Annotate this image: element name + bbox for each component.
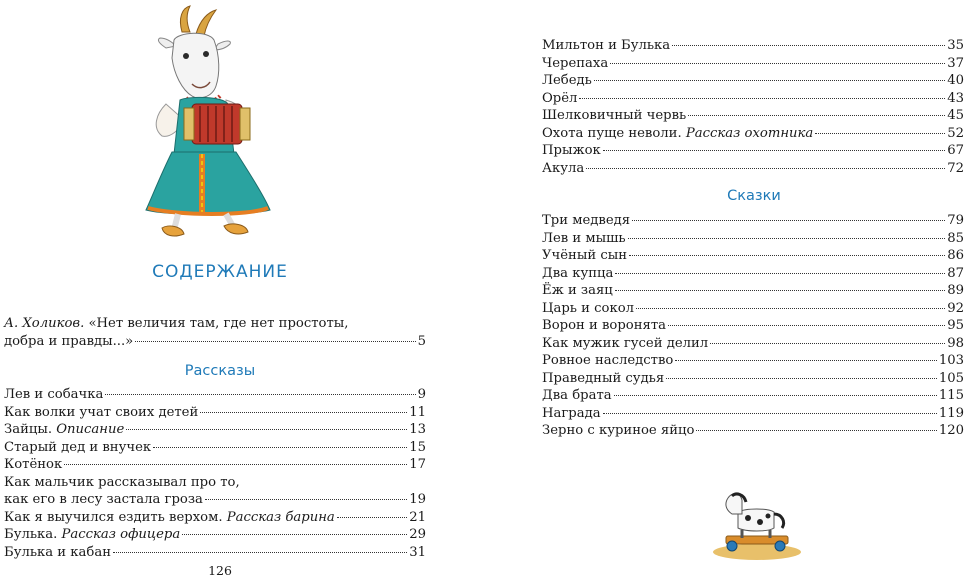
dot-leader <box>629 244 945 256</box>
toc-entry-title-text: Акула <box>542 160 585 176</box>
toc-list-stories <box>4 386 426 561</box>
toc-entry-title <box>4 386 103 404</box>
toc-entry-page-number: 79 <box>947 213 964 228</box>
dot-leader <box>666 367 937 379</box>
section-heading-tales: Сказки <box>727 188 781 204</box>
toc-entry-page-number: 119 <box>938 405 964 421</box>
toc-entry-page-number: 67 <box>947 143 964 158</box>
toc-entry-page-number: 17 <box>409 457 426 472</box>
dot-leader <box>632 209 945 221</box>
dot-leader <box>126 418 407 430</box>
dot-leader <box>636 297 945 309</box>
toc-entry-title <box>542 160 584 178</box>
toc-entry-title-text: Награда <box>542 405 601 421</box>
toc-entry-title <box>542 422 694 440</box>
toc-entry-page-number: 120 <box>938 423 964 438</box>
toc-entry-title-text: Лебедь <box>542 73 592 88</box>
toc-entry-title-text: Праведный судья <box>542 370 665 386</box>
toc-entry-title <box>4 421 124 439</box>
toc-entry-title <box>542 282 613 300</box>
dot-leader <box>105 383 415 395</box>
dot-leader <box>710 332 945 344</box>
toc-entry-title <box>542 212 630 230</box>
dot-leader <box>628 227 946 239</box>
toc-entry-title <box>4 544 111 562</box>
dot-leader <box>594 69 945 81</box>
dot-leader <box>153 436 407 448</box>
toc-entry-title-text: Как мужик гусей делил <box>542 335 709 351</box>
intro-title-line2: добра и правды...» <box>4 333 134 349</box>
toc-entry-subtitle: Рассказ офицера <box>61 527 181 542</box>
toc-entry-title-text: Три медведя <box>542 213 631 228</box>
toc-entry-page-number: 95 <box>947 318 964 333</box>
toc-entry-page-number: 35 <box>947 38 964 53</box>
left-page <box>0 0 440 583</box>
intro-author: А. Холиков. <box>4 316 85 331</box>
intro-entry[interactable] <box>4 315 426 350</box>
toc-entry-title-line1: Как мальчик рассказывал про то, <box>4 474 240 490</box>
toc-entry-title <box>542 265 613 283</box>
toc-entry[interactable] <box>4 456 426 474</box>
toc-entry-page-number: 13 <box>409 422 426 437</box>
dot-leader <box>579 87 945 99</box>
toc-entry-title-text: Зерно с куриное яйцо <box>542 423 695 438</box>
toc-entry-title <box>4 456 62 474</box>
dot-leader <box>615 262 945 274</box>
toc-entry-page-number: 105 <box>938 370 964 386</box>
toc-entry-title-text: как его в лесу застала гроза <box>4 492 203 507</box>
toc-entry-page-number: 9 <box>417 387 426 402</box>
toc-entry-page-number: 85 <box>947 230 964 246</box>
intro-page-number: 5 <box>417 333 426 349</box>
toc-entry-page-number: 45 <box>947 108 964 123</box>
dot-leader <box>672 34 945 46</box>
toc-entry-title <box>542 230 626 248</box>
toc-entry-title-text: Ворон и воронята <box>542 318 666 333</box>
toc-entry-page-number: 72 <box>947 160 964 176</box>
dot-leader <box>205 488 407 500</box>
toc-entry-title-text: Как я выучился ездить верхом. <box>4 509 223 525</box>
toc-entry-subtitle: Описание <box>56 422 125 437</box>
dot-leader <box>200 401 407 413</box>
dot-leader <box>603 402 937 414</box>
toc-entry-page-number: 15 <box>409 439 426 455</box>
toc-entry-subtitle: Рассказ барина <box>226 509 335 525</box>
dot-leader <box>113 541 407 553</box>
toc-entry-title <box>4 491 203 509</box>
toc-entry-page-number: 87 <box>947 265 964 281</box>
toc-entry-page-number: 21 <box>409 509 426 525</box>
toc-entry-page-number: 89 <box>947 283 964 298</box>
toc-entry[interactable] <box>542 160 964 178</box>
section-heading-stories: Рассказы <box>184 363 256 379</box>
toc-entry-title-text: Черепаха <box>542 55 609 71</box>
toc-entry-title-text: Два купца <box>542 265 614 281</box>
toc-entry-title-text: Мильтон и Булька <box>542 38 671 53</box>
toc-list-tales <box>542 212 964 440</box>
dot-leader <box>615 279 945 291</box>
toc-entry-title <box>542 317 666 335</box>
toc-entry-title <box>542 387 612 405</box>
toc-entry-title <box>542 107 686 125</box>
toc-heading: СОДЕРЖАНИЕ <box>152 262 288 282</box>
toc-entry-title-text: Булька и кабан <box>4 544 111 560</box>
toc-entry-title <box>542 247 627 265</box>
toc-entry-title-text: Шелковичный червь <box>542 108 687 123</box>
toc-entry-page-number: 31 <box>409 544 426 560</box>
toc-entry-title-text: Прыжок <box>542 143 601 158</box>
toc-entry-title-text: Ровное наследство <box>542 353 674 368</box>
toc-entry-title-text: Царь и сокол <box>542 300 635 316</box>
toc-entry-page-number: 103 <box>938 353 964 368</box>
toc-entry-title-text: Котёнок <box>4 457 63 472</box>
toc-entry-page-number: 29 <box>409 527 426 542</box>
dot-leader <box>337 506 407 518</box>
toc-entry[interactable] <box>4 474 426 509</box>
toc-entry-page-number: 92 <box>947 300 964 316</box>
toc-entry-title <box>542 405 601 423</box>
page-number-folio: 126 <box>208 563 232 578</box>
toc-entry-title-text: Зайцы. <box>4 422 53 437</box>
toc-entry-title-text: Лев и мышь <box>542 230 626 246</box>
toc-entry-subtitle: Рассказ охотника <box>685 125 814 141</box>
dot-leader <box>586 157 945 169</box>
toc-entry-title-text: Орёл <box>542 90 578 106</box>
dot-leader <box>696 419 936 431</box>
toc-entry-page-number: 52 <box>947 125 964 141</box>
toc-entry-title-text: Лев и собачка <box>4 387 104 402</box>
toc-entry-title-text: Два брата <box>542 388 612 403</box>
intro-title-line1: «Нет величия там, где нет простоты, <box>88 316 349 331</box>
dot-leader <box>675 349 936 361</box>
toc-entry-page-number: 98 <box>947 335 964 351</box>
goat-with-accordion-icon <box>138 4 288 242</box>
dot-leader <box>64 453 407 465</box>
toc-entry-title <box>542 300 634 318</box>
toc-entry-title-text: Как волки учат своих детей <box>4 404 199 420</box>
toc-entry-title-text: Ёж и заяц <box>542 283 613 298</box>
toc-entry-page-number: 19 <box>409 492 426 507</box>
dot-leader <box>610 52 945 64</box>
toc-entry-title-text: Охота пуще неволи. <box>542 125 682 141</box>
dot-leader <box>815 122 945 134</box>
dot-leader <box>135 330 415 342</box>
toy-horse-icon <box>712 488 802 560</box>
dot-leader <box>603 139 945 151</box>
toc-entry[interactable] <box>4 544 426 562</box>
toc-entry-page-number: 115 <box>938 388 964 403</box>
toc-entry-title-text: Булька. <box>4 527 58 542</box>
dot-leader <box>182 523 407 535</box>
dot-leader <box>668 314 945 326</box>
right-page <box>540 0 968 583</box>
toc-entry-title <box>542 90 577 108</box>
toc-entry-title-text: Старый дед и внучек <box>4 439 152 455</box>
toc-entry-title-text: Учёный сын <box>542 248 627 263</box>
toc-entry-page-number: 40 <box>947 73 964 88</box>
toc-entry-page-number: 86 <box>947 248 964 263</box>
toc-entry[interactable] <box>542 422 964 440</box>
toc-entry-page-number: 43 <box>947 90 964 106</box>
dot-leader <box>688 104 945 116</box>
toc-entry-title <box>542 352 673 370</box>
toc-list-stories-continued <box>542 37 964 177</box>
dot-leader <box>614 384 937 396</box>
toc-entry-page-number: 37 <box>947 55 964 71</box>
toc-entry-page-number: 11 <box>409 404 426 420</box>
